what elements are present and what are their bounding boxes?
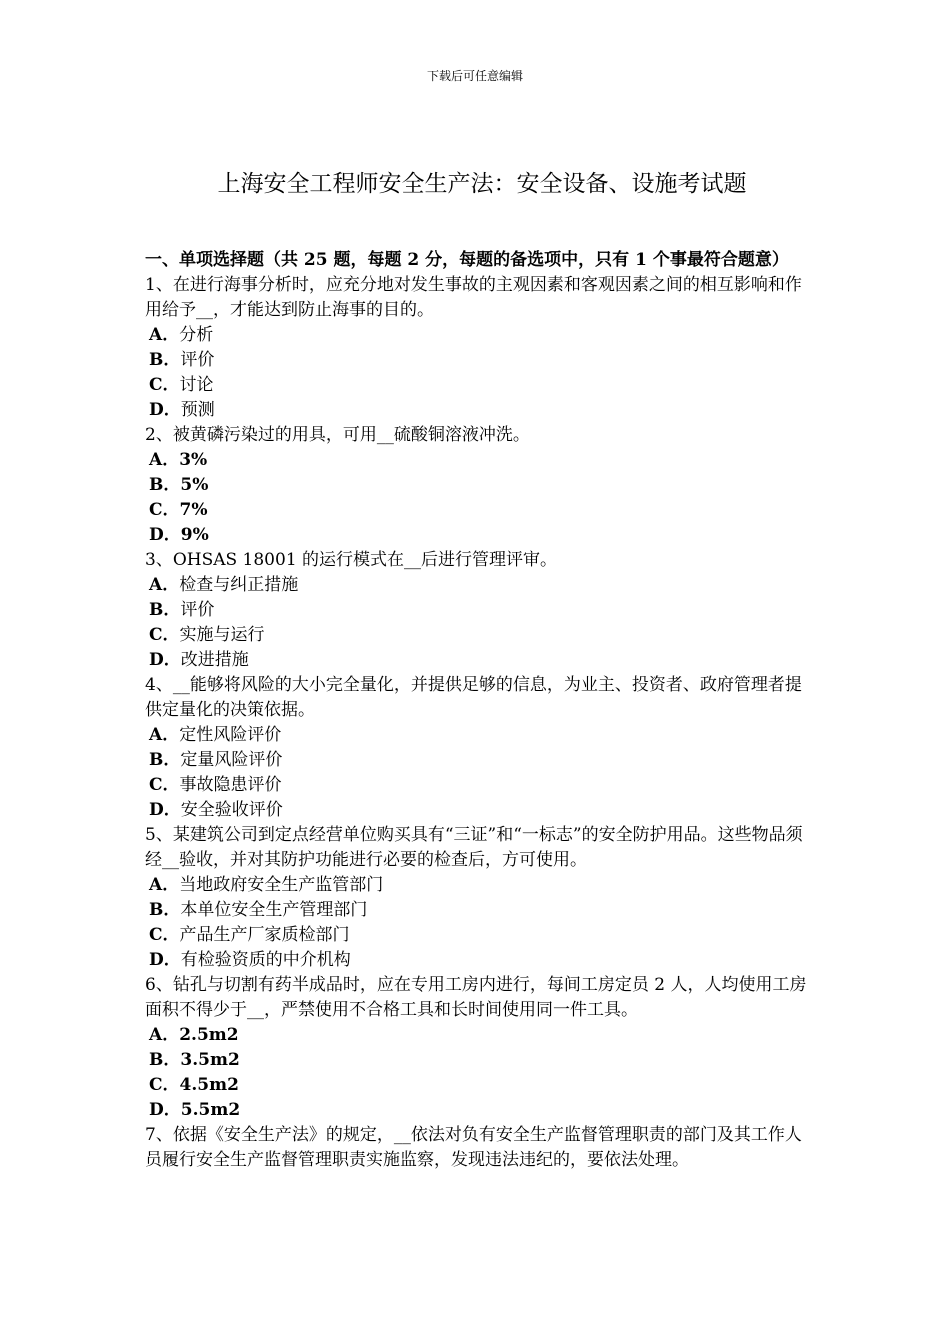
option-text: 3% [179, 450, 208, 470]
option-text: 3.5m2 [180, 1050, 240, 1070]
option-text: 有检验资质的中介机构 [180, 950, 351, 970]
option-text: 预测 [180, 400, 215, 420]
option-letter: D [149, 1100, 164, 1120]
question-6 [145, 973, 817, 1123]
option-letter: A [149, 575, 163, 595]
option-text: 分析 [179, 325, 214, 345]
page-title: 上海安全工程师安全生产法：安全设备、设施考试题 [217, 171, 747, 198]
option-text: 定性风险评价 [179, 725, 282, 745]
exam-content [145, 248, 817, 1173]
option-item: B．评价 [149, 600, 215, 620]
section-heading: 一、单项选择题（共 25 题，每题 2 分，每题的备选项中，只有 1 个事最符合题意） [145, 250, 789, 270]
option-text: 5.5m2 [180, 1100, 241, 1120]
question-stem: 5、某建筑公司到定点经营单位购买具有“三证”和“一标志”的安全防护用品。这些物品须经__验收，并对其防护功能进行必要的检查后，方可使用。 [145, 825, 803, 870]
option-item: C．4.5m2 [149, 1075, 239, 1095]
option-item: D．安全验收评价 [149, 800, 283, 820]
option-list [145, 1023, 817, 1123]
question-3 [145, 548, 817, 673]
option-text: 评价 [180, 600, 215, 620]
question-2 [145, 423, 817, 548]
question-1 [145, 273, 817, 423]
option-letter: B [149, 600, 164, 620]
option-item: B．定量风险评价 [149, 750, 283, 770]
option-item: A．当地政府安全生产监管部门 [149, 875, 384, 895]
option-text: 定量风险评价 [180, 750, 283, 770]
question-5 [145, 823, 817, 973]
option-text: 4.5m2 [179, 1075, 239, 1095]
option-item: C．事故隐患评价 [149, 775, 282, 795]
option-letter: A [149, 725, 163, 745]
option-letter: D [149, 650, 164, 670]
question-stem: 6、钻孔与切割有药半成品时，应在专用工房内进行，每间工房定员 2 人，人均使用工房面积不得少于__，严禁使用不合格工具和长时间使用同一件工具。 [145, 975, 807, 1020]
question-stem: 7、依据《安全生产法》的规定，__依法对负有安全生产监督管理职责的部门及其工作人员履行安全生产监督管理职责实施监察，发现违法违纪的，要依法处理。 [145, 1125, 802, 1170]
option-item: A．2.5m2 [149, 1025, 239, 1045]
question-4 [145, 673, 817, 823]
option-letter: D [149, 400, 164, 420]
option-text: 检查与纠正措施 [179, 575, 299, 595]
option-letter: B [149, 475, 164, 495]
option-text: 改进措施 [180, 650, 249, 670]
question-stem: 2、被黄磷污染过的用具，可用__硫酸铜溶液冲洗。 [145, 425, 530, 445]
question-stem: 3、OHSAS 18001 的运行模式在__后进行管理评审。 [145, 550, 558, 570]
option-text: 事故隐患评价 [179, 775, 282, 795]
option-list [145, 448, 817, 548]
option-item: B．评价 [149, 350, 215, 370]
option-item: A．3% [149, 450, 208, 470]
question-stem: 4、__能够将风险的大小完全量化，并提供足够的信息，为业主、投资者、政府管理者提供定量化的决策依据。 [145, 675, 802, 720]
option-list [145, 573, 817, 673]
question-stem: 1、在进行海事分析时，应充分地对发生事故的主观因素和客观因素之间的相互影响和作用给予__，才能达到防止海事的目的。 [145, 275, 802, 320]
option-item: A．分析 [149, 325, 214, 345]
option-text: 9% [180, 525, 209, 545]
option-item: C．产品生产厂家质检部门 [149, 925, 350, 945]
option-item: D．有检验资质的中介机构 [149, 950, 351, 970]
option-text: 2.5m2 [179, 1025, 239, 1045]
option-text: 5% [180, 475, 209, 495]
option-item: B．3.5m2 [149, 1050, 240, 1070]
option-letter: B [149, 350, 164, 370]
option-item: C．7% [149, 500, 208, 520]
option-item: C．实施与运行 [149, 625, 265, 645]
option-letter: A [149, 450, 163, 470]
option-item: A．检查与纠正措施 [149, 575, 299, 595]
option-text: 当地政府安全生产监管部门 [179, 875, 384, 895]
option-letter: D [149, 525, 164, 545]
option-letter: A [149, 325, 163, 345]
option-list [145, 873, 817, 973]
option-item: D．5.5m2 [149, 1100, 241, 1120]
option-letter: C [149, 375, 163, 395]
option-list [145, 723, 817, 823]
option-text: 讨论 [179, 375, 214, 395]
option-item: A．定性风险评价 [149, 725, 282, 745]
header-note: 下载后可任意编辑 [426, 69, 523, 83]
option-text: 安全验收评价 [180, 800, 283, 820]
option-text: 实施与运行 [179, 625, 265, 645]
option-letter: D [149, 800, 164, 820]
option-letter: B [149, 750, 164, 770]
option-item: B．本单位安全生产管理部门 [149, 900, 368, 920]
option-text: 评价 [180, 350, 215, 370]
option-item: D．9% [149, 525, 209, 545]
option-letter: D [149, 950, 164, 970]
option-letter: C [149, 925, 163, 945]
option-letter: C [149, 500, 163, 520]
option-list [145, 323, 817, 423]
option-text: 产品生产厂家质检部门 [179, 925, 350, 945]
option-item: D．预测 [149, 400, 215, 420]
option-letter: C [149, 1075, 163, 1095]
option-text: 本单位安全生产管理部门 [180, 900, 368, 920]
option-letter: B [149, 900, 164, 920]
option-letter: A [149, 1025, 163, 1045]
option-item: D．改进措施 [149, 650, 249, 670]
option-text: 7% [179, 500, 208, 520]
question-7 [145, 1123, 817, 1173]
option-letter: C [149, 625, 163, 645]
option-item: C．讨论 [149, 375, 214, 395]
option-letter: A [149, 875, 163, 895]
option-item: B．5% [149, 475, 209, 495]
option-letter: C [149, 775, 163, 795]
option-letter: B [149, 1050, 164, 1070]
